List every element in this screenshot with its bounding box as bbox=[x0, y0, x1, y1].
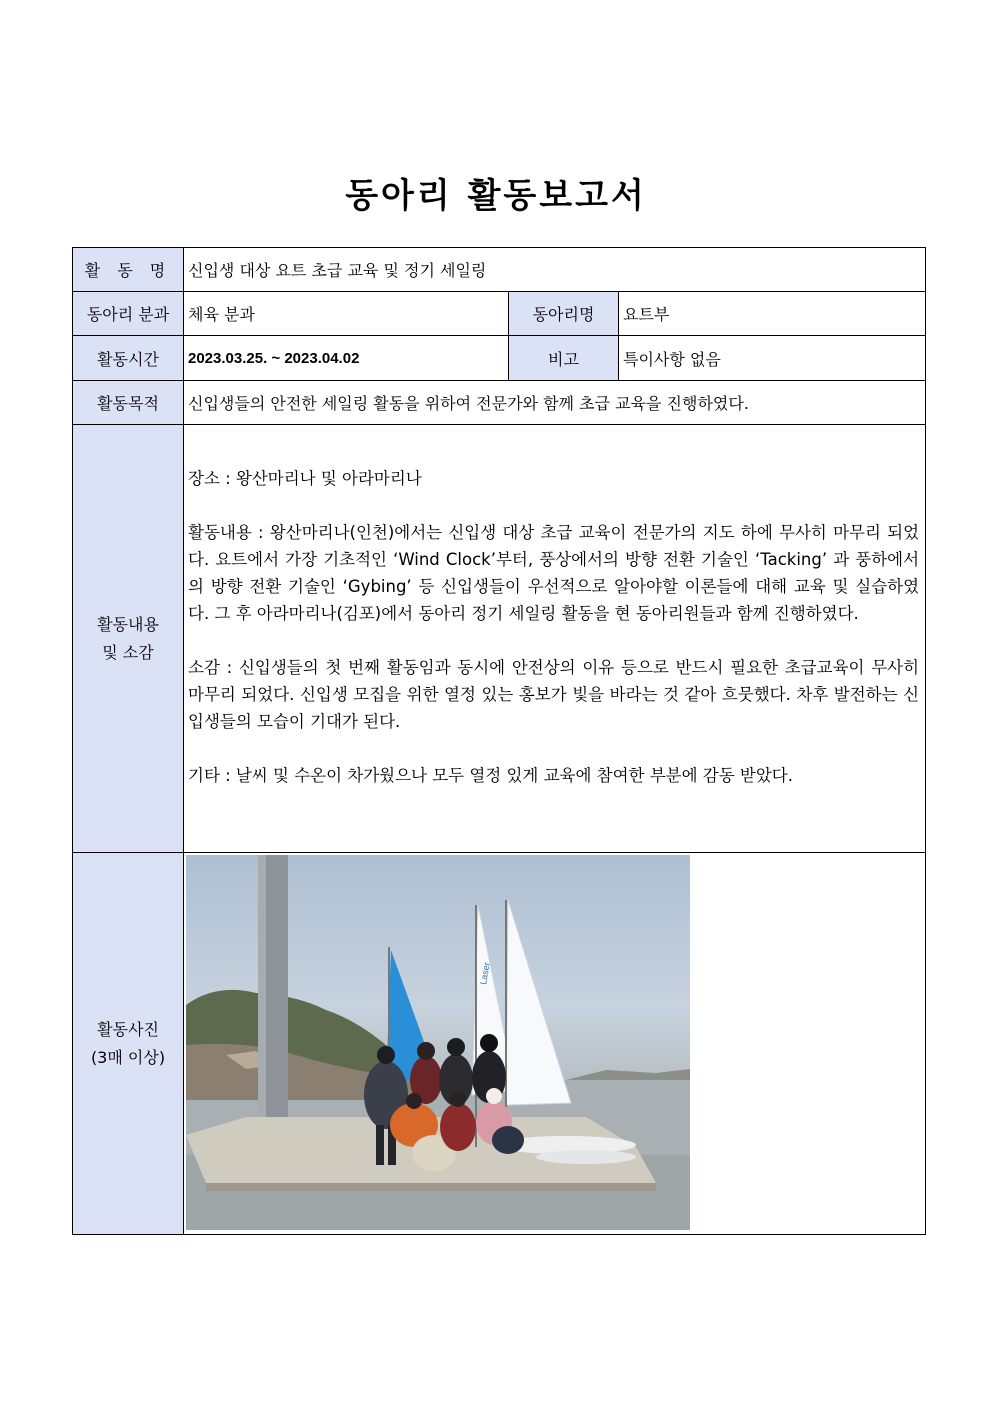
label-photo-line1: 활동사진 bbox=[97, 1019, 159, 1039]
label-division: 동아리 분과 bbox=[73, 292, 184, 336]
label-period: 활동시간 bbox=[73, 336, 184, 381]
activity-photo bbox=[186, 855, 690, 1230]
paragraph-etc: 기타 : 날씨 및 수온이 차가웠으나 모두 열정 있게 교육에 참여한 부분에 감동 받았다. bbox=[188, 766, 793, 785]
value-club-name: 요트부 bbox=[619, 292, 926, 336]
label-photo bbox=[73, 853, 184, 1235]
content-body bbox=[184, 425, 926, 853]
row-period bbox=[73, 336, 926, 381]
row-content bbox=[73, 425, 926, 853]
label-content-line2: 및 소감 bbox=[102, 642, 154, 662]
row-division bbox=[73, 292, 926, 336]
photo-cell bbox=[184, 853, 926, 1235]
label-note: 비고 bbox=[509, 336, 619, 381]
value-period: 2023.03.25. ~ 2023.04.02 bbox=[184, 336, 509, 381]
label-content bbox=[73, 425, 184, 853]
value-division: 체육 분과 bbox=[184, 292, 509, 336]
label-activity-name: 활 동 명 bbox=[73, 248, 184, 292]
label-photo-line2: (3매 이상) bbox=[90, 1047, 166, 1067]
row-purpose bbox=[73, 381, 926, 425]
sail-logo-text: Laser bbox=[478, 961, 492, 986]
paragraph-impression: 소감 : 신입생들의 첫 번째 활동임과 동시에 안전상의 이유 등으로 반드시 필요한 초급교육이 무사히 마무리 되었다. 신입생 모집을 위한 열정 있는 홍보가 빛을 바라는 것 같아 흐뭇했다. 차후 발전하는 신입생들의 모습이 기대가 된다. bbox=[188, 658, 920, 731]
paragraph-activity: 활동내용 : 왕산마리나(인천)에서는 신입생 대상 초급 교육이 전문가의 지도 하에 무사히 마무리 되었다. 요트에서 가장 기초적인 ‘Wind Clock’부터, 풍상에서의 방향 전환 기술인 ‘Tacking’ 과 풍하에서의 방향 전환 기술인 ‘Gybing’ 등 신입생들이 우선적으로 알아야할 이론들에 대해 교육 및 실습하였다. 그 후 아라마리나(김포)에서 동아리 정기 세일링 활동을 현 동아리원들과 함께 진행하였다. bbox=[188, 523, 920, 623]
row-photo bbox=[73, 853, 926, 1235]
label-content-line1: 활동내용 bbox=[97, 614, 159, 634]
row-activity-name bbox=[73, 248, 926, 292]
label-club-name: 동아리명 bbox=[509, 292, 619, 336]
activity-photo-illustration bbox=[186, 855, 690, 1230]
document-title: 동아리 활동보고서 bbox=[345, 176, 647, 216]
paragraph-location: 장소 : 왕산마리나 및 아라마리나 bbox=[188, 469, 422, 488]
value-activity-name: 신입생 대상 요트 초급 교육 및 정기 세일링 bbox=[184, 248, 926, 292]
value-note: 특이사항 없음 bbox=[619, 336, 926, 381]
value-purpose: 신입생들의 안전한 세일링 활동을 위하여 전문가와 함께 초급 교육을 진행하였다. bbox=[184, 381, 926, 425]
label-purpose: 활동목적 bbox=[73, 381, 184, 425]
report-table bbox=[72, 247, 926, 1235]
